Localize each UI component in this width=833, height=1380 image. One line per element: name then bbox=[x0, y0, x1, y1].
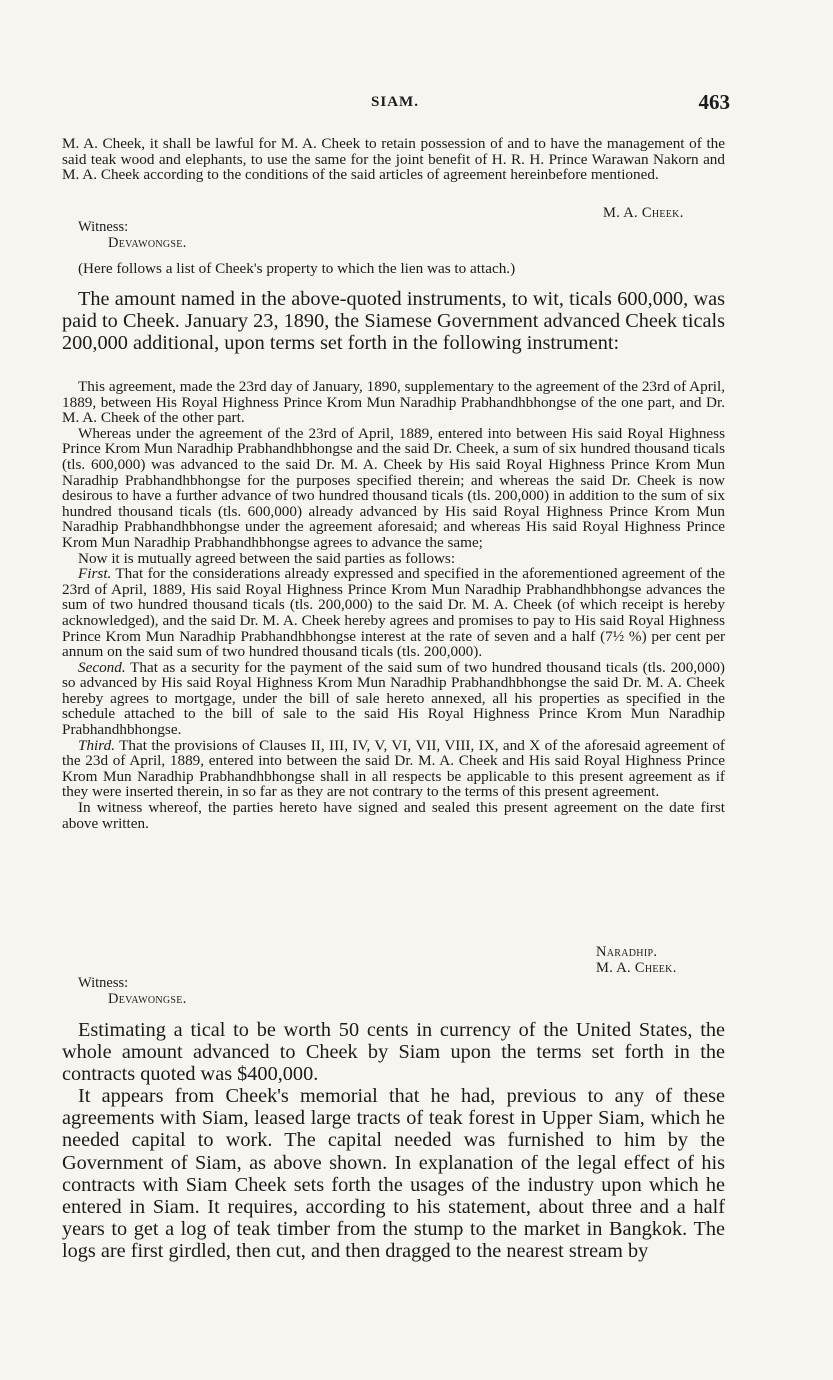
running-head: SIAM. bbox=[371, 94, 419, 110]
clause-third-text: That the provisions of Clauses II, III, IV, V, VI, VII, VIII, IX, and X of the aforesaid agreement of the 23d of April, 1889, entered into between the said Dr. M. A. Cheek and His said Royal Highness Prince Krom Mun Naradhip Prabhandhbhongse shall in all respects be applicable to this present agreement as if they were inserted therein, in so far as they are not contrary to the terms of this present agreement. bbox=[62, 736, 725, 801]
witness-name-1: Devawongse. bbox=[108, 235, 187, 251]
clause-third bbox=[62, 738, 725, 800]
witness-label-2: Witness: bbox=[78, 975, 129, 991]
signature-cheek-1: M. A. Cheek. bbox=[603, 205, 684, 221]
clause-third-label: Third. bbox=[78, 736, 115, 754]
body-paragraph-memorial: It appears from Cheek's memorial that he had, previous to any of these agreements with Siam, leased large tracts of teak forest in Upper Siam, which he needed capital to work. The capital needed was furnished to him by the Government of Siam, as above shown. In explanation of the legal effect of his contracts with Siam Cheek sets forth the usages of the industry upon which he entered in Siam. It requires, according to his statement, about three and a half years to get a log of teak timber from the stump to the market in Bangkok. The logs are first girdled, then cut, and then dragged to the nearest stream by bbox=[62, 1085, 725, 1263]
body-paragraph-amount: The amount named in the above-quoted instruments, to wit, ticals 600,000, was paid to Cheek. January 23, 1890, the Siamese Government advanced Cheek ticals 200,000 additional, upon terms set forth in the following instrument: bbox=[62, 288, 725, 355]
clause-second bbox=[62, 660, 725, 738]
witness-name-2: Devawongse. bbox=[108, 991, 187, 1007]
continued-paragraph: M. A. Cheek, it shall be lawful for M. A. Cheek to retain possession of and to have the management of the said teak wood and elephants, to use the same for the joint benefit of H. R. H. Prince Warawan Nakorn and M. A. Cheek according to the conditions of the said articles of agreement hereinbefore mentioned. bbox=[62, 135, 725, 184]
agreement-intro: This agreement, made the 23rd day of January, 1890, supplementary to the agreement of the 23rd of April, 1889, between His Royal Highness Prince Krom Mun Naradhip Prabhandhbhongse of the one part, and Dr. M. A. Cheek of the other part. bbox=[62, 378, 725, 427]
clause-first bbox=[62, 566, 725, 660]
agreement-whereas: Whereas under the agreement of the 23rd of April, 1889, entered into between His said Royal Highness Prince Krom Mun Naradhip Prabhandhbhongse and the said Dr. Cheek, a sum of six hundred thousand ticals (tls. 600,000) was advanced to the said Dr. M. A. Cheek by His said Royal Highness Prince Krom Mun Naradhip Prabhandhbhongse for the purposes specified therein; and whereas the said Dr. Cheek is now desirous to have a further advance of two hundred thousand ticals (tls. 200,000) in addition to the sum of six hundred thousand ticals (tls. 600,000) already advanced by His said Royal Highness Prince Krom Mun Naradhip Prabhandhbhongse under the agreement aforesaid; and whereas His said Royal Highness Prince Krom Mun Naradhip Prabhandhbhongse agrees to advance the same; bbox=[62, 424, 725, 551]
signature-cheek-2: M. A. Cheek. bbox=[596, 960, 677, 976]
agreement-text bbox=[62, 379, 725, 831]
page-header bbox=[60, 92, 730, 116]
signature-naradhip: Naradhip. bbox=[596, 944, 658, 960]
clause-second-label: Second. bbox=[78, 658, 126, 676]
clause-second-text: That as a security for the payment of the said sum of two hundred thousand ticals (tls. 200,000) so advanced by His said Royal Highness Krom Mun Naradhip Prabhandhbhongse the said Dr. M. A. Cheek hereby agrees to mortgage, under the bill of sale hereto annexed, all his properties as specified in the schedule attached to the bill of sale to the said His Royal Highness Prince Krom Mun Naradhip Prabhandhbhongse. bbox=[62, 658, 725, 739]
clause-first-text: That for the considerations already expressed and specified in the aforementioned agreement of the 23rd of April, 1889, His said Royal Highness Prince Krom Mun Naradhip Prabhandhbhongse advances the sum of two hundred thousand ticals (tls. 200,000) to the said Dr. M. A. Cheek (of which receipt is hereby acknowledged), and the said Dr. M. A. Cheek hereby agrees and promises to pay to His said Royal Highness Prince Krom Mun Naradhip Prabhandhbhongse interest at the rate of seven and a half (7½ %) per cent per annum on the said sum of two hundred thousand ticals (tls. 200,000). bbox=[62, 565, 725, 661]
clause-first-label: First. bbox=[78, 565, 112, 583]
agreement-now: Now it is mutually agreed between the said parties as follows: bbox=[78, 549, 456, 567]
body-paragraph-estimate: Estimating a tical to be worth 50 cents in currency of the United States, the whole amount advanced to Cheek by Siam upon the terms set forth in the contracts quoted was $400,000. bbox=[62, 1019, 725, 1086]
property-list-note: (Here follows a list of Cheek's property to which the lien was to attach.) bbox=[78, 260, 516, 277]
witness-label-1: Witness: bbox=[78, 219, 129, 235]
agreement-witness-clause: In witness whereof, the parties hereto have signed and sealed this present agreement on the date first above written. bbox=[62, 799, 725, 832]
page-number: 463 bbox=[698, 90, 730, 114]
